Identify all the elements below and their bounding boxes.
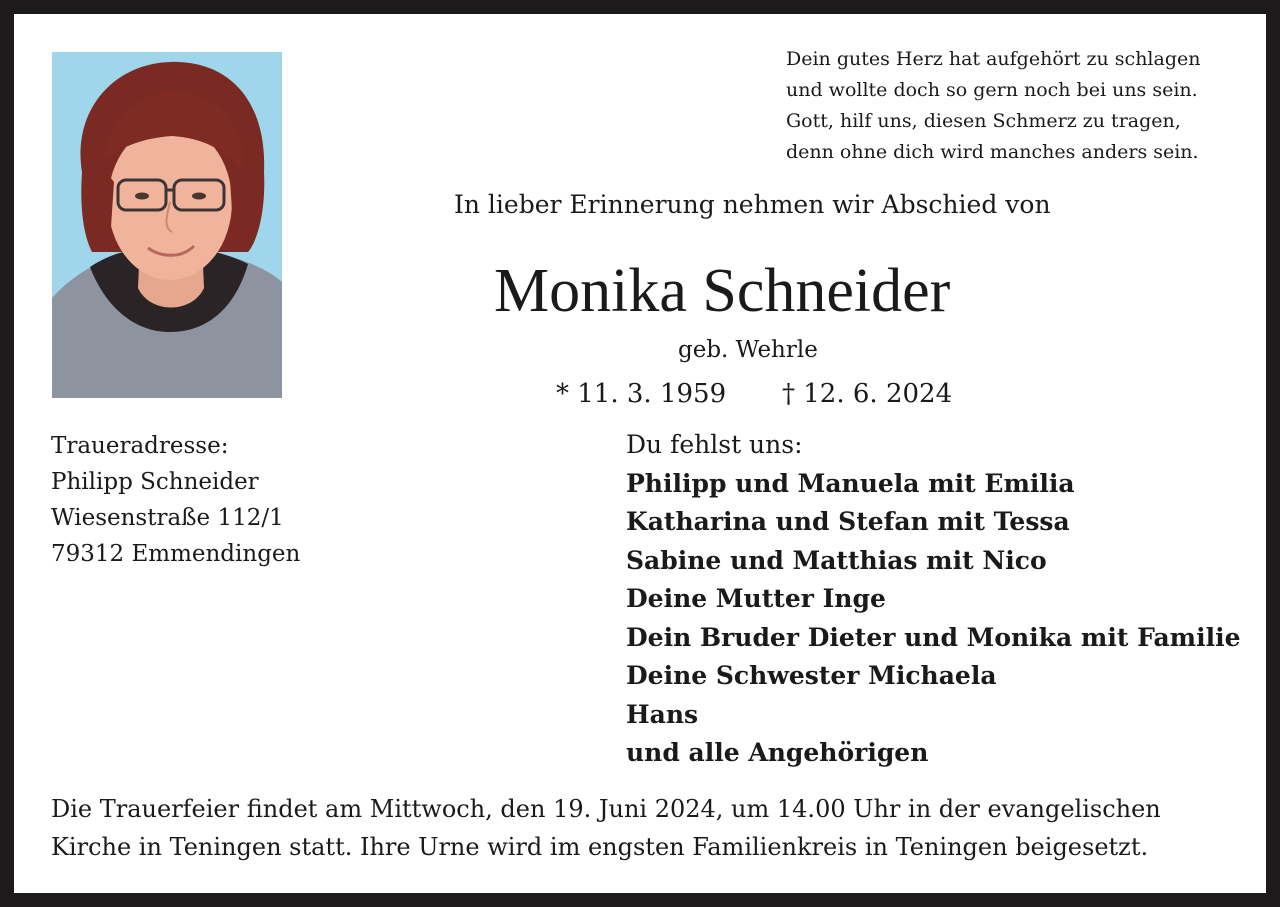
family-member: Dein Bruder Dieter und Monika mit Familie — [626, 622, 1241, 652]
poem-line: Dein gutes Herz hat aufgehört zu schlagen — [786, 48, 1201, 70]
ceremony-line: Kirche in Teningen statt. Ihre Urne wird im engsten Familienkreis in Teningen beigesetzt. — [51, 833, 1149, 861]
family-list — [626, 426, 1241, 773]
family-member: Sabine und Matthias mit Nico — [626, 545, 1047, 575]
address-label: Traueradresse: — [51, 433, 229, 459]
family-member: Deine Mutter Inge — [626, 584, 886, 613]
portrait-photo — [52, 52, 282, 398]
poem-line: denn ohne dich wird manches anders sein. — [786, 141, 1199, 163]
family-member: Hans — [626, 699, 699, 729]
family-member: Deine Schwester Michaela — [626, 661, 997, 690]
intro-text: In lieber Erinnerung nehmen wir Abschied von — [454, 190, 1051, 219]
death-date: † 12. 6. 2024 — [782, 379, 953, 409]
portrait-image — [52, 52, 282, 398]
address-line: Wiesenstraße 112/1 — [51, 505, 284, 531]
poem — [786, 44, 1256, 168]
birth-date: * 11. 3. 1959 — [556, 379, 727, 409]
address-line: 79312 Emmendingen — [51, 541, 301, 567]
poem-line: Gott, hilf uns, diesen Schmerz zu tragen, — [786, 110, 1181, 132]
birth-name: geb. Wehrle — [678, 337, 818, 363]
family-member: Katharina und Stefan mit Tessa — [626, 507, 1070, 536]
obituary-notice — [14, 14, 1266, 893]
ceremony-info — [51, 790, 1241, 866]
family-member: und alle Angehörigen — [626, 738, 929, 767]
family-member: Philipp und Manuela mit Emilia — [626, 468, 1075, 498]
mourning-address — [51, 428, 300, 572]
deceased-name: Monika Schneider — [494, 257, 951, 325]
address-line: Philipp Schneider — [51, 469, 259, 495]
poem-line: und wollte doch so gern noch bei uns sein. — [786, 79, 1198, 101]
family-lead: Du fehlst uns: — [626, 430, 803, 459]
ceremony-line: Die Trauerfeier findet am Mittwoch, den 19. Juni 2024, um 14.00 Uhr in der evangelischen — [51, 795, 1161, 823]
